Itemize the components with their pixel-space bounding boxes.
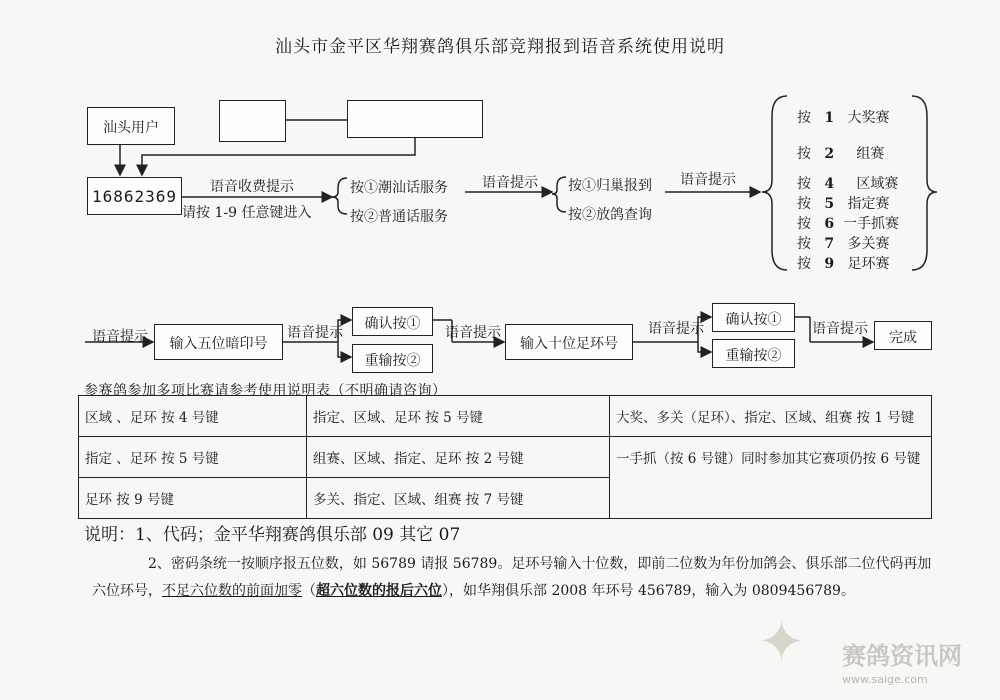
step-label: 输入十位足环号 [520,336,618,352]
voice-prompt-label: 语音提示 [445,325,501,341]
table-cell: 一手抓（按 6 号键）同时参加其它赛项仍按 6 号键 [610,437,932,519]
note-text: ），如华翔俱乐部 2008 年环号 456789，输入为 0809456789。 [442,583,855,599]
race-option: 按 1 大奖赛 [797,110,890,126]
blank-box-1 [219,100,286,142]
lang-option-1: 按①潮汕话服务 [350,180,448,196]
user-box [87,107,175,145]
reference-table [78,395,932,519]
voice-prompt-label: 语音提示 [812,321,868,337]
race-option: 按 6 一手抓赛 [797,216,900,232]
race-option: 按 9 足环赛 [797,256,890,272]
reference-table-title: 参赛鸽参加多项比赛请参考使用说明表（不明确请咨询） [84,383,447,399]
voice-prompt-label: 语音提示 [92,329,148,345]
race-option: 按 2 组赛 [797,146,885,162]
table-cell: 多关、指定、区域、组赛 按 7 号键 [307,478,610,519]
func-option-1: 按①归巢报到 [568,178,652,194]
voice-prompt-label: 语音提示 [482,175,538,191]
note-text: 六位环号， [92,583,162,599]
table-cell: 指定 、足环 按 5 号键 [79,437,307,478]
table-row [79,437,932,478]
race-options-list [797,108,917,274]
phone-number-box [87,177,182,215]
note-underlined-bold: 超六位数的报后六位 [316,583,442,599]
step-enter-ring-number [505,324,633,360]
note-line-3 [92,580,855,600]
note-underlined: 不足六位数的前面加零 [162,583,302,599]
race-option: 按 4 区域赛 [797,176,899,192]
blank-box-2 [347,100,483,138]
done-box [874,321,932,350]
watermark-name: 赛鸽资讯网 [842,642,962,670]
press-hint-label: 请按 1-9 任意键进入 [182,205,312,221]
pigeon-logo-icon: ✦ [758,610,805,675]
reenter-box-1 [352,344,433,373]
note-text: （ [302,583,316,599]
note-line-2: 2、密码条统一按顺序报五位数，如 56789 请报 56789。足环号输入十位数，即前二位数为年份加鸽会、俱乐部二位代码再加 [148,556,932,572]
voice-prompt-label: 语音提示 [680,172,736,188]
page-title: 汕头市金平区华翔赛鸽俱乐部竞翔报到语音系统使用说明 [275,37,725,57]
confirm-box-2 [712,303,795,332]
voice-prompt-label: 语音提示 [648,321,704,337]
confirm-label: 确认按① [725,312,782,328]
note-line-1: 说明：1、代码；金平华翔赛鸽俱乐部 09 其它 07 [84,525,461,545]
table-row [79,396,932,437]
phone-number: 16862369 [91,187,178,206]
reenter-label: 重输按② [364,353,421,369]
func-option-2: 按②放鸽查询 [568,207,652,223]
table-cell: 区域 、足环 按 4 号键 [79,396,307,437]
done-label: 完成 [889,330,917,346]
race-option: 按 7 多关赛 [797,236,890,252]
table-cell: 足环 按 9 号键 [79,478,307,519]
lang-option-2: 按②普通话服务 [350,209,448,225]
confirm-label: 确认按① [364,316,421,332]
fee-prompt-label: 语音收费提示 [210,179,294,195]
voice-prompt-label: 语音提示 [287,325,343,341]
race-option: 按 5 指定赛 [797,196,890,212]
table-cell: 指定、区域、足环 按 5 号键 [307,396,610,437]
confirm-box-1 [352,307,433,336]
table-cell: 大奖、多关（足环）、指定、区域、组赛 按 1 号键 [610,396,932,437]
table-cell: 组赛、区域、指定、足环 按 2 号键 [307,437,610,478]
user-box-label: 汕头用户 [103,120,159,136]
step-label: 输入五位暗印号 [169,336,268,352]
watermark-url: www.saige.com [842,673,928,686]
step-enter-secret-code [154,324,283,360]
reenter-label: 重输按② [725,348,782,364]
reenter-box-2 [712,339,795,368]
watermark [842,636,962,686]
